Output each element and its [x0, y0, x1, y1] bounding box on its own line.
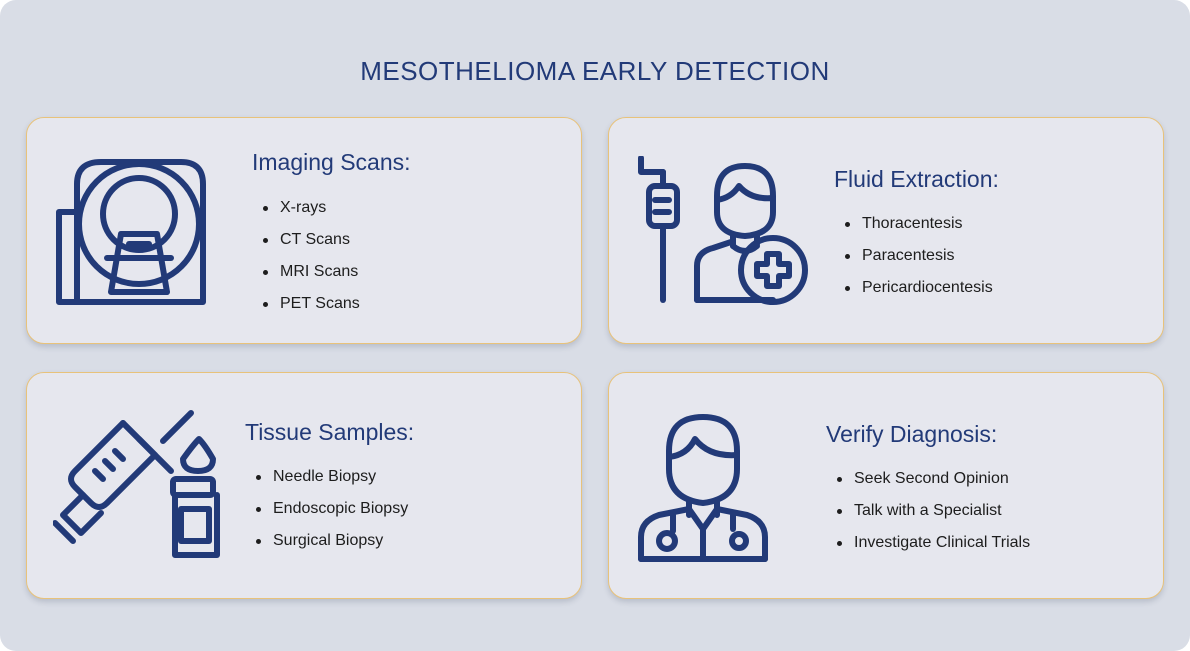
card-heading: Imaging Scans:: [252, 149, 411, 175]
card-tissue-samples: [26, 372, 582, 599]
card-heading: Tissue Samples:: [245, 419, 415, 445]
page-title: MESOTHELIOMA EARLY DETECTION: [360, 56, 830, 86]
list-item: CT Scans: [260, 224, 360, 256]
syringe-vial-icon: [53, 409, 228, 564]
list-item: Investigate Clinical Trials: [834, 527, 1030, 559]
card-heading: Fluid Extraction:: [834, 166, 999, 192]
patient-iv-drip-icon: [635, 156, 815, 308]
card-fluid-extraction: [608, 117, 1164, 344]
card-imaging-scans: [26, 117, 582, 344]
card-verify-diagnosis: [608, 372, 1164, 599]
card-heading: Verify Diagnosis:: [826, 421, 998, 447]
list-item: Talk with a Specialist: [834, 495, 1030, 527]
bullet-list: [253, 461, 408, 557]
doctor-icon: [637, 411, 769, 565]
list-item: Thoracentesis: [842, 208, 993, 240]
mri-scanner-icon: [53, 154, 213, 309]
list-item: Seek Second Opinion: [834, 463, 1030, 495]
list-item: PET Scans: [260, 288, 360, 320]
list-item: X-rays: [260, 192, 360, 224]
list-item: Needle Biopsy: [253, 461, 408, 493]
bullet-list: [260, 192, 360, 320]
list-item: Pericardiocentesis: [842, 272, 993, 304]
bullet-list: [834, 463, 1030, 559]
list-item: Surgical Biopsy: [253, 525, 408, 557]
list-item: Endoscopic Biopsy: [253, 493, 408, 525]
list-item: MRI Scans: [260, 256, 360, 288]
bullet-list: [842, 208, 993, 304]
list-item: Paracentesis: [842, 240, 993, 272]
